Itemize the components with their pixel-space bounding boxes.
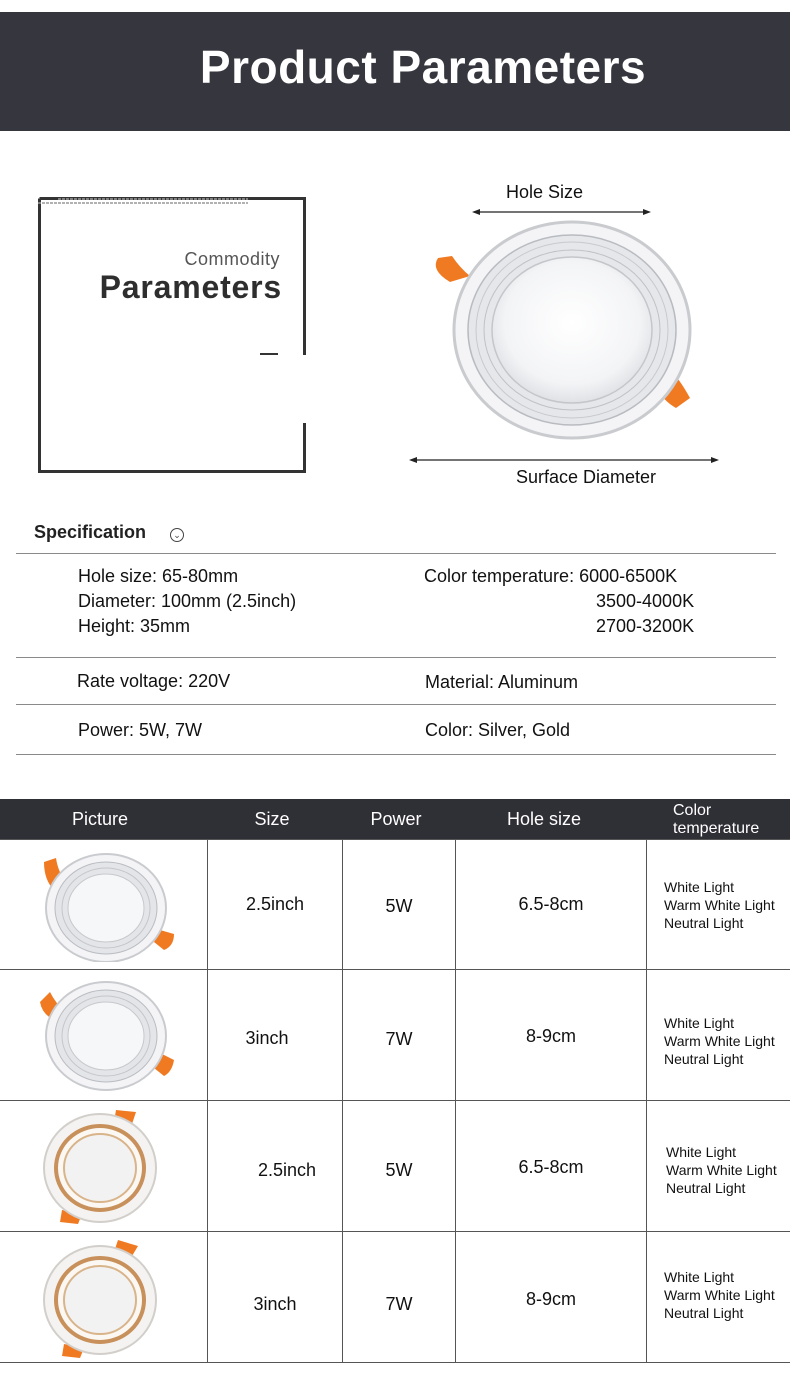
- header-hole-size: Hole size: [506, 809, 582, 829]
- product-thumbnail-silver: [36, 850, 176, 962]
- cell-color-temperature: [664, 1014, 775, 1068]
- fine-print-decoration: [38, 197, 248, 207]
- color-option: Warm White Light: [664, 1033, 775, 1049]
- spec-diameter: Diameter: 100mm (2.5inch): [78, 591, 297, 611]
- cell-hole-size: 6.5-8cm: [518, 894, 584, 914]
- table-border: [207, 839, 208, 1362]
- spec-color-temperature-neutral: 2700-3200K: [596, 616, 695, 636]
- header-color-temperature-line2: temperature: [673, 820, 760, 837]
- color-option: Neutral Light: [664, 915, 744, 931]
- spec-color-temperature: Color temperature: 6000-6500K: [424, 566, 678, 586]
- cell-size: 2.5inch: [245, 894, 305, 914]
- cell-color-temperature: [664, 1268, 775, 1322]
- header-picture: Picture: [71, 809, 129, 829]
- cell-size: 2.5inch: [257, 1160, 317, 1180]
- spec-color-temperature-warm: 3500-4000K: [596, 591, 695, 611]
- color-option: White Light: [664, 1269, 735, 1285]
- spec-rate-voltage: Rate voltage: 220V: [77, 671, 231, 691]
- cell-power: 7W: [385, 1294, 413, 1314]
- color-option: Neutral Light: [664, 1051, 744, 1067]
- color-option: White Light: [664, 1015, 735, 1031]
- chevron-down-icon: ⌄: [170, 528, 184, 542]
- divider: [16, 754, 776, 755]
- table-row: [40, 1106, 160, 1233]
- product-thumbnail-gold: [40, 1238, 160, 1360]
- spec-color: Color: Silver, Gold: [425, 720, 571, 740]
- table-border: [0, 969, 790, 970]
- table-row: [36, 980, 176, 1097]
- intro-title: Parameters: [99, 269, 282, 305]
- header-power: Power: [370, 809, 422, 829]
- intro-subtitle: Commodity: [184, 249, 280, 269]
- page-title: Product Parameters: [199, 41, 647, 93]
- cell-hole-size: 8-9cm: [525, 1026, 576, 1046]
- cell-color-temperature: [664, 878, 775, 932]
- cell-size: 3inch: [245, 1028, 289, 1048]
- spec-hole-size: Hole size: 65-80mm: [78, 566, 239, 586]
- product-thumbnail-silver: [36, 980, 176, 1092]
- hole-size-label: Hole Size: [506, 182, 584, 202]
- downlight-illustration: [400, 200, 730, 470]
- cell-power: 5W: [385, 1160, 413, 1180]
- table-row: [36, 850, 176, 967]
- product-thumbnail-gold: [40, 1106, 160, 1228]
- intro-panel: [38, 197, 306, 473]
- header-color-temperature-line1: Color: [673, 802, 712, 819]
- color-option: Neutral Light: [664, 1305, 744, 1321]
- frame-border: [38, 197, 306, 473]
- surface-diameter-label: Surface Diameter: [516, 467, 657, 487]
- table-border: [455, 839, 456, 1362]
- spec-material: Material: Aluminum: [425, 672, 579, 692]
- divider: [16, 657, 776, 658]
- color-option: Warm White Light: [664, 897, 775, 913]
- cell-color-temperature: [666, 1143, 777, 1197]
- table-border: [0, 1100, 790, 1101]
- header-color-temperature: [673, 802, 759, 838]
- divider: [16, 704, 776, 705]
- color-option: Warm White Light: [666, 1162, 777, 1178]
- spring-clip: [436, 256, 470, 282]
- table-header: [0, 799, 790, 839]
- spec-power: Power: 5W, 7W: [78, 720, 203, 740]
- table-row: [40, 1238, 160, 1365]
- cell-power: 7W: [385, 1029, 413, 1049]
- specification-heading: Specification: [34, 522, 147, 542]
- spec-height: Height: 35mm: [78, 616, 191, 636]
- cell-size: 3inch: [253, 1294, 297, 1314]
- color-option: Warm White Light: [664, 1287, 775, 1303]
- color-option: White Light: [664, 879, 735, 895]
- header-size: Size: [254, 809, 290, 829]
- color-option: White Light: [666, 1144, 737, 1160]
- cell-hole-size: 6.5-8cm: [518, 1157, 584, 1177]
- divider: [16, 553, 776, 554]
- cell-power: 5W: [385, 896, 413, 916]
- table-border: [0, 839, 790, 840]
- cell-hole-size: 8-9cm: [525, 1289, 576, 1309]
- table-border: [646, 839, 647, 1362]
- color-option: Neutral Light: [666, 1180, 746, 1196]
- table-border: [342, 839, 343, 1362]
